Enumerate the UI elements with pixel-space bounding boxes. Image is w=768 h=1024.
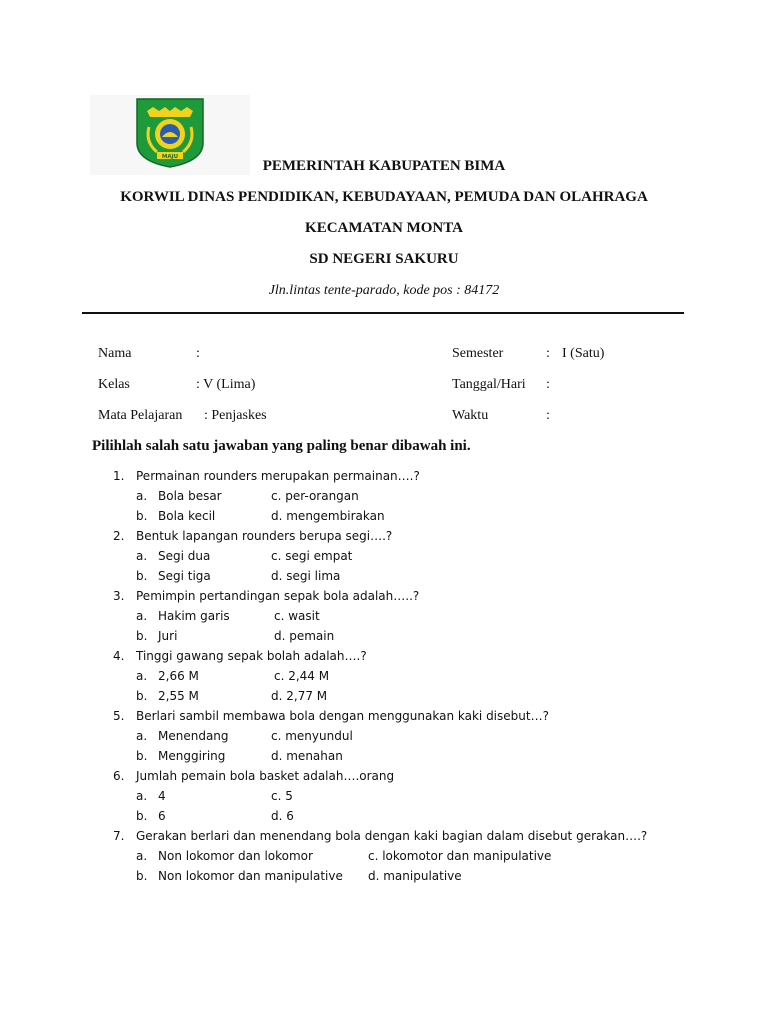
option-c: c. 5	[271, 789, 293, 803]
instruction: Pilihlah salah satu jawaban yang paling benar dibawah ini.	[92, 438, 471, 454]
question-number: 6.	[113, 769, 125, 783]
option-a-label: a.	[136, 609, 148, 623]
option-b: Non lokomor dan manipulative	[158, 869, 343, 883]
option-b-label: b.	[136, 569, 148, 583]
name-label: Nama	[98, 346, 132, 361]
option-a-label: a.	[136, 789, 148, 803]
class-value: : V (Lima)	[196, 377, 256, 392]
option-c: c. per-orangan	[271, 489, 359, 503]
time-colon: :	[546, 408, 550, 423]
option-a-label: a.	[136, 729, 148, 743]
option-a: Menendang	[158, 729, 229, 743]
question-text: Gerakan berlari dan menendang bola dengan kaki bagian dalam disebut gerakan….?	[136, 829, 648, 843]
option-b-label: b.	[136, 509, 148, 523]
question-text: Permainan rounders merupakan permainan….?	[136, 469, 420, 483]
subject-value: : Penjaskes	[204, 408, 267, 423]
option-b: 6	[158, 809, 166, 823]
option-b: Segi tiga	[158, 569, 211, 583]
option-b-label: b.	[136, 809, 148, 823]
option-a-label: a.	[136, 489, 148, 503]
option-b: Juri	[158, 629, 178, 643]
subject-label: Mata Pelajaran	[98, 408, 183, 423]
option-c: c. 2,44 M	[274, 669, 330, 683]
semester-label: Semester	[452, 346, 504, 361]
option-a-label: a.	[136, 549, 148, 563]
option-a-label: a.	[136, 849, 148, 863]
option-d: d. 2,77 M	[271, 689, 328, 703]
option-b: Menggiring	[158, 749, 226, 763]
option-a: Bola besar	[158, 489, 222, 503]
question-number: 7.	[113, 829, 125, 843]
semester-value: I (Satu)	[562, 346, 605, 361]
option-b-label: b.	[136, 869, 148, 883]
option-b-label: b.	[136, 749, 148, 763]
question-number: 3.	[113, 589, 125, 603]
semester-colon: :	[546, 346, 550, 361]
class-label: Kelas	[98, 377, 130, 392]
option-b-label: b.	[136, 689, 148, 703]
option-d: d. 6	[271, 809, 294, 823]
question-number: 2.	[113, 529, 125, 543]
question-number: 4.	[113, 649, 125, 663]
option-d: d. mengembirakan	[271, 509, 385, 523]
option-a-label: a.	[136, 669, 148, 683]
option-c: c. lokomotor dan manipulative	[368, 849, 552, 863]
option-a: Non lokomor dan lokomor	[158, 849, 313, 863]
time-label: Waktu	[452, 408, 489, 423]
question-text: Bentuk lapangan rounders berupa segi….?	[136, 529, 393, 543]
logo-ribbon-text: MAJU	[161, 154, 179, 160]
option-b-label: b.	[136, 629, 148, 643]
question-text: Pemimpin pertandingan sepak bola adalah…..?	[136, 589, 420, 603]
question-text: Tinggi gawang sepak bolah adalah….?	[136, 649, 367, 663]
question-number: 1.	[113, 469, 125, 483]
option-b: 2,55 M	[158, 689, 199, 703]
question-text: Berlari sambil membawa bola dengan menggunakan kaki disebut…?	[136, 709, 549, 723]
option-a: Hakim garis	[158, 609, 230, 623]
header-district: KECAMATAN MONTA	[305, 220, 463, 236]
option-d: d. segi lima	[271, 569, 341, 583]
name-colon: :	[196, 346, 200, 361]
header-office: KORWIL DINAS PENDIDIKAN, KEBUDAYAAN, PEMUDA DAN OLAHRAGA	[120, 189, 648, 205]
question-text: Jumlah pemain bola basket adalah….orang	[136, 769, 395, 783]
header-divider	[82, 312, 684, 314]
option-c: c. wasit	[274, 609, 320, 623]
option-c: c. menyundul	[271, 729, 353, 743]
school-address: Jln.lintas tente-parado, kode pos : 84172	[268, 283, 500, 298]
header-government: PEMERINTAH KABUPATEN BIMA	[262, 158, 506, 174]
option-a: 4	[158, 789, 166, 803]
option-a: 2,66 M	[158, 669, 199, 683]
date-colon: :	[546, 377, 550, 392]
option-c: c. segi empat	[271, 549, 353, 563]
date-label: Tanggal/Hari	[452, 377, 526, 392]
header-school: SD NEGERI SAKURU	[309, 251, 459, 267]
option-b: Bola kecil	[158, 509, 216, 523]
option-d: d. pemain	[274, 629, 335, 643]
option-d: d. menahan	[271, 749, 343, 763]
option-a: Segi dua	[158, 549, 211, 563]
option-d: d. manipulative	[368, 869, 462, 883]
question-number: 5.	[113, 709, 125, 723]
